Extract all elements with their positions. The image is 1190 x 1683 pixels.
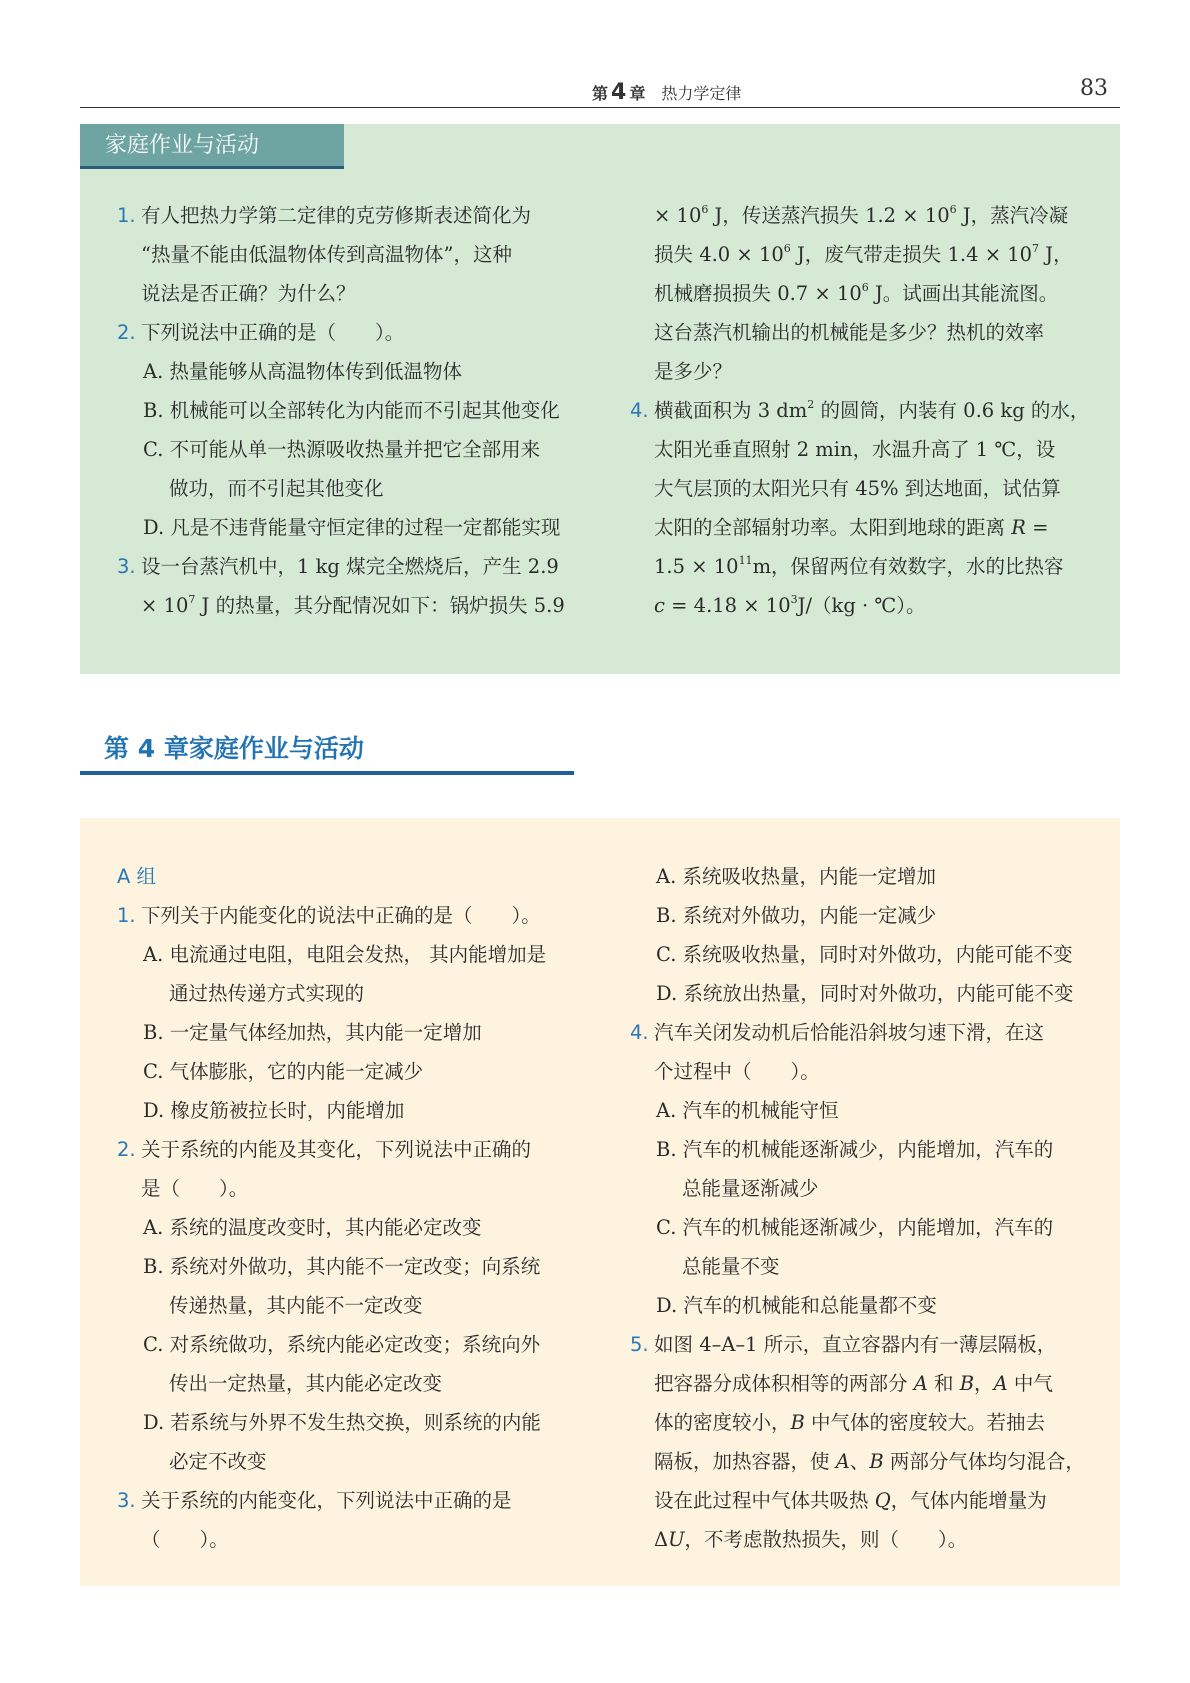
question-text: 有人把热力学第二定律的克劳修斯表述简化为 (141, 204, 532, 227)
option-b-continued: 传递热量，其内能不一定改变 (169, 1294, 423, 1317)
option-d: D. 若系统与外界不发生热交换，则系统的内能 (143, 1411, 541, 1434)
homework-box-title: 家庭作业与活动 (80, 124, 344, 168)
option-b: B. 机械能可以全部转化为内能而不引起其他变化 (143, 399, 560, 422)
option-a: A. 系统吸收热量，内能一定增加 (656, 865, 936, 888)
question-text: ΔU，不考虑散热损失，则（ ）。 (654, 1528, 968, 1551)
question-text: 说法是否正确？为什么？ (141, 282, 356, 305)
question-number: 4. (630, 1021, 649, 1044)
question-5 (630, 1325, 1100, 1364)
exercise-left-column (117, 857, 587, 1559)
question-text: 机械磨损损失 $0.7 \times 10^6$ J。试画出其能流图。 (654, 281, 1059, 305)
chapter-title: 热力学定律 (661, 84, 742, 103)
question-4 (630, 391, 1100, 430)
question-number: 3. (117, 1489, 136, 1512)
section-heading: 第 4 章家庭作业与活动 (104, 734, 364, 763)
question-number: 2. (117, 1138, 136, 1161)
question-text: 太阳的全部辐射功率。太阳到地球的距离 R = (654, 516, 1049, 539)
question-text: 横截面积为 3 $dm^2$ 的圆筒，内装有 0.6 kg 的水， (654, 398, 1090, 422)
question-text: （ ）。 (141, 1528, 229, 1551)
header-divider (80, 107, 1120, 108)
question-text: 这台蒸汽机输出的机械能是多少？热机的效率 (654, 321, 1045, 344)
homework-right-column (630, 196, 1100, 625)
option-d: D. 凡是不违背能量守恒定律的过程一定都能实现 (143, 516, 561, 539)
question-text: 把容器分成体积相等的两部分 A 和 B，A 中气 (654, 1372, 1053, 1395)
question-number: 1. (117, 204, 136, 227)
option-c: C. 汽车的机械能逐渐减少，内能增加，汽车的 (656, 1216, 1054, 1239)
option-b: B. 一定量气体经加热，其内能一定增加 (143, 1021, 482, 1044)
option-c: C. 系统吸收热量，同时对外做功，内能可能不变 (656, 943, 1073, 966)
option-b: B. 系统对外做功，其内能不一定改变；向系统 (143, 1255, 541, 1278)
option-c-continued: 总能量不变 (682, 1255, 780, 1278)
question-text: 个过程中（ ）。 (654, 1060, 820, 1083)
question-2 (117, 313, 587, 352)
question-2 (117, 1130, 587, 1169)
question-number: 1. (117, 904, 136, 927)
section-heading-underline (80, 771, 574, 775)
question-number: 3. (117, 555, 136, 578)
option-b: B. 汽车的机械能逐渐减少，内能增加，汽车的 (656, 1138, 1054, 1161)
homework-box-title-underline (80, 166, 344, 169)
question-text: 设一台蒸汽机中，1 kg 煤完全燃烧后，产生 2.9 (141, 555, 559, 578)
question-3-continued: × $10^6$ J，传送蒸汽损失 $1.2 \times 10^6$ J，蒸汽冷凝 (654, 203, 1069, 227)
question-3 (117, 547, 587, 586)
question-number: 5. (630, 1333, 649, 1356)
option-d-continued: 必定不改变 (169, 1450, 267, 1473)
question-1 (117, 196, 587, 235)
option-c-continued: 传出一定热量，其内能必定改变 (169, 1372, 443, 1395)
question-text: 设在此过程中气体共吸热 Q，气体内能增量为 (654, 1489, 1047, 1512)
option-c-continued: 做功，而不引起其他变化 (169, 477, 384, 500)
question-text: $1.5 \times 10^{11}m$，保留两位有效数字，水的比热容 (654, 554, 1064, 578)
question-text: × $10^7$ J 的热量，其分配情况如下：锅炉损失 5.9 (141, 593, 565, 617)
homework-left-column (117, 196, 587, 625)
question-text: 是（ ）。 (141, 1177, 249, 1200)
question-text: $c = 4.18 \times 10^3J/(kg$ · ℃）。 (654, 593, 926, 617)
page-number: 83 (1080, 76, 1108, 101)
question-3 (117, 1481, 587, 1520)
question-text: 是多少？ (654, 360, 733, 383)
question-text: 损失 $4.0 \times 10^6$ J，废气带走损失 $1.4 \times 10^7$ J， (654, 242, 1073, 266)
option-c: C. 气体膨胀，它的内能一定减少 (143, 1060, 424, 1083)
running-header-chapter (592, 80, 741, 105)
option-d: D. 橡皮筋被拉长时，内能增加 (143, 1099, 405, 1122)
question-text: 隔板，加热容器，使 A、B 两部分气体均匀混合， (654, 1450, 1085, 1473)
question-text: 汽车关闭发动机后恰能沿斜坡匀速下滑，在这 (654, 1021, 1045, 1044)
option-c: C. 不可能从单一热源吸收热量并把它全部用来 (143, 438, 541, 461)
option-b-continued: 总能量逐渐减少 (682, 1177, 819, 1200)
question-text: 关于系统的内能变化，下列说法中正确的是 (141, 1489, 512, 1512)
option-a: A. 热量能够从高温物体传到低温物体 (143, 360, 462, 383)
option-a-continued: 通过热传递方式实现的 (169, 982, 365, 1005)
option-c: C. 对系统做功，系统内能必定改变；系统向外 (143, 1333, 541, 1356)
question-4 (630, 1013, 1100, 1052)
question-text: 下列说法中正确的是（ ）。 (141, 321, 405, 344)
question-text: 太阳光垂直照射 2 min，水温升高了 1 ℃，设 (654, 438, 1056, 461)
option-a: A. 电流通过电阻，电阻会发热， 其内能增加是 (143, 943, 547, 966)
option-d: D. 汽车的机械能和总能量都不变 (656, 1294, 937, 1317)
question-text: 体的密度较小，B 中气体的密度较大。若抽去 (654, 1411, 1046, 1434)
chapter-number: 4 (611, 80, 627, 105)
question-text: 大气层顶的太阳光只有 45% 到达地面，试估算 (654, 477, 1061, 500)
question-text: 如图 4–A–1 所示，直立容器内有一薄层隔板， (654, 1333, 1057, 1356)
question-text: 关于系统的内能及其变化，下列说法中正确的 (141, 1138, 532, 1161)
group-label: A 组 (117, 865, 157, 888)
question-number: 2. (117, 321, 136, 344)
option-a: A. 汽车的机械能守恒 (656, 1099, 839, 1122)
question-text: 下列关于内能变化的说法中正确的是（ ）。 (141, 904, 541, 927)
question-number: 4. (630, 399, 649, 422)
chapter-suffix: 章 (629, 84, 646, 103)
option-a: A. 系统的温度改变时，其内能必定改变 (143, 1216, 482, 1239)
option-b: B. 系统对外做功，内能一定减少 (656, 904, 937, 927)
exercise-right-column (630, 857, 1100, 1559)
question-1 (117, 896, 587, 935)
option-d: D. 系统放出热量，同时对外做功，内能可能不变 (656, 982, 1074, 1005)
chapter-prefix: 第 (592, 84, 609, 103)
question-text: “热量不能由低温物体传到高温物体”，这种 (141, 243, 512, 266)
